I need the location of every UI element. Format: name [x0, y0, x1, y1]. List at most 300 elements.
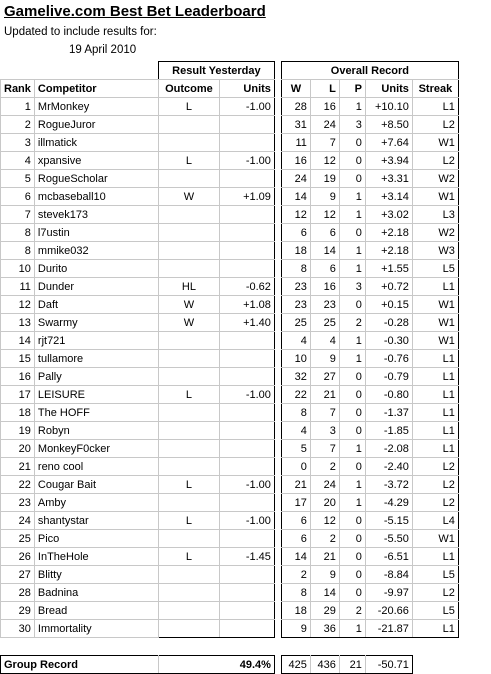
streak-cell: L1: [412, 350, 458, 368]
wins-cell: 8: [281, 260, 310, 278]
streak-cell: L1: [412, 278, 458, 296]
pushes-cell: 0: [339, 530, 365, 548]
pushes-cell: 2: [339, 602, 365, 620]
outcome-cell: W: [158, 296, 219, 314]
streak-cell: L1: [412, 440, 458, 458]
units-cell: -0.80: [365, 386, 412, 404]
streak-cell: L2: [412, 584, 458, 602]
streak-cell: W1: [412, 296, 458, 314]
wins-cell: 23: [281, 278, 310, 296]
streak-cell: W2: [412, 224, 458, 242]
competitor-cell: MonkeyF0cker: [34, 440, 158, 458]
wins-cell: 24: [281, 170, 310, 188]
competitor-cell: RogueScholar: [34, 170, 158, 188]
table-row: [1, 494, 459, 512]
units-yesterday-cell: [219, 440, 274, 458]
units-cell: -4.29: [365, 494, 412, 512]
units-yesterday-cell: [219, 494, 274, 512]
table-row: [1, 548, 459, 566]
competitor-cell: Blitty: [34, 566, 158, 584]
outcome-cell: [158, 530, 219, 548]
wins-cell: 10: [281, 350, 310, 368]
competitor-cell: LEISURE: [34, 386, 158, 404]
units-cell: +10.10: [365, 98, 412, 116]
streak-cell: L1: [412, 386, 458, 404]
rank-cell: 19: [1, 422, 35, 440]
group-pushes: 21: [339, 656, 365, 674]
competitor-cell: Swarmy: [34, 314, 158, 332]
units-cell: -2.08: [365, 440, 412, 458]
competitor-cell: Robyn: [34, 422, 158, 440]
outcome-cell: [158, 584, 219, 602]
pushes-cell: 0: [339, 170, 365, 188]
pushes-cell: 1: [339, 206, 365, 224]
wins-cell: 18: [281, 602, 310, 620]
overall-record-header: Overall Record: [281, 62, 458, 80]
col-streak: Streak: [412, 80, 458, 98]
rank-cell: 20: [1, 440, 35, 458]
rank-cell: 13: [1, 314, 35, 332]
group-losses: 436: [310, 656, 339, 674]
units-yesterday-cell: [219, 530, 274, 548]
units-cell: +7.64: [365, 134, 412, 152]
units-cell: +3.02: [365, 206, 412, 224]
units-yesterday-cell: [219, 332, 274, 350]
wins-cell: 16: [281, 152, 310, 170]
table-row: [1, 350, 459, 368]
table-row: [1, 260, 459, 278]
pushes-cell: 0: [339, 296, 365, 314]
competitor-cell: stevek173: [34, 206, 158, 224]
wins-cell: 23: [281, 296, 310, 314]
table-row: [1, 476, 459, 494]
competitor-cell: l7ustin: [34, 224, 158, 242]
units-yesterday-cell: -1.00: [219, 98, 274, 116]
units-cell: -0.76: [365, 350, 412, 368]
outcome-cell: [158, 134, 219, 152]
units-yesterday-cell: [219, 260, 274, 278]
rank-cell: 8: [1, 224, 35, 242]
competitor-cell: reno cool: [34, 458, 158, 476]
rank-cell: 1: [1, 98, 35, 116]
table-row: [1, 188, 459, 206]
losses-cell: 9: [310, 188, 339, 206]
competitor-cell: Badnina: [34, 584, 158, 602]
competitor-cell: The HOFF: [34, 404, 158, 422]
pushes-cell: 0: [339, 512, 365, 530]
losses-cell: 36: [310, 620, 339, 638]
outcome-cell: [158, 242, 219, 260]
outcome-cell: [158, 332, 219, 350]
rank-cell: 26: [1, 548, 35, 566]
rank-cell: 11: [1, 278, 35, 296]
table-row: [1, 566, 459, 584]
pushes-cell: 1: [339, 332, 365, 350]
streak-cell: W1: [412, 314, 458, 332]
leaderboard-table: [0, 61, 459, 674]
col-losses: L: [310, 80, 339, 98]
rank-cell: 2: [1, 116, 35, 134]
rank-cell: 30: [1, 620, 35, 638]
pushes-cell: 0: [339, 458, 365, 476]
units-yesterday-cell: [219, 368, 274, 386]
competitor-cell: Amby: [34, 494, 158, 512]
col-outcome: Outcome: [158, 80, 219, 98]
table-row: [1, 134, 459, 152]
table-row: [1, 620, 459, 638]
units-yesterday-cell: [219, 350, 274, 368]
units-cell: -5.15: [365, 512, 412, 530]
units-yesterday-cell: -0.62: [219, 278, 274, 296]
streak-cell: L5: [412, 566, 458, 584]
competitor-cell: tullamore: [34, 350, 158, 368]
streak-cell: L1: [412, 422, 458, 440]
losses-cell: 24: [310, 476, 339, 494]
rank-cell: 14: [1, 332, 35, 350]
rank-cell: 29: [1, 602, 35, 620]
competitor-cell: Durito: [34, 260, 158, 278]
column-header-row: [1, 80, 459, 98]
losses-cell: 21: [310, 548, 339, 566]
group-record-label: Group Record: [1, 656, 159, 674]
rank-cell: 4: [1, 152, 35, 170]
competitor-cell: InTheHole: [34, 548, 158, 566]
outcome-cell: L: [158, 476, 219, 494]
group-wins: 425: [281, 656, 310, 674]
pushes-cell: 0: [339, 548, 365, 566]
units-yesterday-cell: [219, 116, 274, 134]
streak-cell: L2: [412, 458, 458, 476]
units-yesterday-cell: -1.45: [219, 548, 274, 566]
spacer-row: [1, 638, 459, 656]
pushes-cell: 0: [339, 566, 365, 584]
units-yesterday-cell: [219, 422, 274, 440]
page-title: Gamelive.com Best Bet Leaderboard: [4, 3, 266, 20]
wins-cell: 11: [281, 134, 310, 152]
table-row: [1, 296, 459, 314]
pushes-cell: 1: [339, 476, 365, 494]
units-yesterday-cell: [219, 602, 274, 620]
pushes-cell: 2: [339, 314, 365, 332]
units-yesterday-cell: [219, 404, 274, 422]
units-cell: -5.50: [365, 530, 412, 548]
rank-cell: 12: [1, 296, 35, 314]
result-yesterday-header: Result Yesterday: [158, 62, 274, 80]
wins-cell: 32: [281, 368, 310, 386]
losses-cell: 21: [310, 386, 339, 404]
units-yesterday-cell: [219, 458, 274, 476]
rank-cell: 18: [1, 404, 35, 422]
pushes-cell: 1: [339, 242, 365, 260]
streak-cell: L2: [412, 494, 458, 512]
units-yesterday-cell: [219, 242, 274, 260]
units-cell: -0.30: [365, 332, 412, 350]
table-row: [1, 404, 459, 422]
wins-cell: 6: [281, 224, 310, 242]
table-row: [1, 386, 459, 404]
outcome-cell: [158, 566, 219, 584]
units-yesterday-cell: [219, 134, 274, 152]
units-cell: +0.15: [365, 296, 412, 314]
rank-cell: 15: [1, 350, 35, 368]
results-date: 19 April 2010: [69, 44, 137, 56]
losses-cell: 12: [310, 152, 339, 170]
units-cell: +1.55: [365, 260, 412, 278]
wins-cell: 14: [281, 548, 310, 566]
pushes-cell: 1: [339, 440, 365, 458]
rank-cell: 25: [1, 530, 35, 548]
streak-cell: L2: [412, 116, 458, 134]
table-row: [1, 152, 459, 170]
losses-cell: 7: [310, 440, 339, 458]
wins-cell: 22: [281, 386, 310, 404]
outcome-cell: [158, 206, 219, 224]
units-cell: +3.31: [365, 170, 412, 188]
table-row: [1, 314, 459, 332]
competitor-cell: Bread: [34, 602, 158, 620]
streak-cell: L1: [412, 404, 458, 422]
losses-cell: 16: [310, 278, 339, 296]
table-row: [1, 116, 459, 134]
rank-cell: 23: [1, 494, 35, 512]
competitor-cell: rjt721: [34, 332, 158, 350]
outcome-cell: L: [158, 512, 219, 530]
pushes-cell: 1: [339, 494, 365, 512]
table-row: [1, 458, 459, 476]
group-record-pct: 49.4%: [158, 656, 274, 674]
outcome-cell: [158, 602, 219, 620]
group-units: -50.71: [365, 656, 412, 674]
table-row: [1, 206, 459, 224]
units-cell: -0.28: [365, 314, 412, 332]
losses-cell: 14: [310, 584, 339, 602]
losses-cell: 25: [310, 314, 339, 332]
wins-cell: 31: [281, 116, 310, 134]
table-row: [1, 98, 459, 116]
losses-cell: 27: [310, 368, 339, 386]
group-header-row: [1, 62, 459, 80]
streak-cell: L1: [412, 548, 458, 566]
pushes-cell: 1: [339, 188, 365, 206]
units-yesterday-cell: +1.09: [219, 188, 274, 206]
units-cell: -1.37: [365, 404, 412, 422]
streak-cell: L5: [412, 602, 458, 620]
rank-cell: 7: [1, 206, 35, 224]
rank-cell: 22: [1, 476, 35, 494]
rank-cell: 5: [1, 170, 35, 188]
outcome-cell: W: [158, 314, 219, 332]
losses-cell: 14: [310, 242, 339, 260]
units-cell: +3.14: [365, 188, 412, 206]
losses-cell: 6: [310, 224, 339, 242]
losses-cell: 23: [310, 296, 339, 314]
col-units-yesterday: Units: [219, 80, 274, 98]
outcome-cell: [158, 494, 219, 512]
losses-cell: 9: [310, 566, 339, 584]
wins-cell: 9: [281, 620, 310, 638]
units-cell: +2.18: [365, 242, 412, 260]
units-cell: -2.40: [365, 458, 412, 476]
competitor-cell: Dunder: [34, 278, 158, 296]
wins-cell: 4: [281, 332, 310, 350]
competitor-cell: RogueJuror: [34, 116, 158, 134]
units-cell: -3.72: [365, 476, 412, 494]
units-cell: -20.66: [365, 602, 412, 620]
losses-cell: 7: [310, 404, 339, 422]
outcome-cell: [158, 458, 219, 476]
wins-cell: 8: [281, 404, 310, 422]
competitor-cell: mcbaseball10: [34, 188, 158, 206]
outcome-cell: [158, 368, 219, 386]
streak-cell: L2: [412, 476, 458, 494]
wins-cell: 4: [281, 422, 310, 440]
col-wins: W: [281, 80, 310, 98]
outcome-cell: [158, 404, 219, 422]
table-row: [1, 602, 459, 620]
table-row: [1, 170, 459, 188]
units-yesterday-cell: +1.08: [219, 296, 274, 314]
streak-cell: W3: [412, 242, 458, 260]
pushes-cell: 0: [339, 224, 365, 242]
losses-cell: 12: [310, 512, 339, 530]
competitor-cell: illmatick: [34, 134, 158, 152]
table-row: [1, 512, 459, 530]
rank-cell: 28: [1, 584, 35, 602]
wins-cell: 17: [281, 494, 310, 512]
wins-cell: 6: [281, 512, 310, 530]
streak-cell: W2: [412, 170, 458, 188]
streak-cell: L2: [412, 152, 458, 170]
table-row: [1, 584, 459, 602]
competitor-cell: Daft: [34, 296, 158, 314]
outcome-cell: [158, 422, 219, 440]
table-row: [1, 368, 459, 386]
wins-cell: 21: [281, 476, 310, 494]
units-cell: +0.72: [365, 278, 412, 296]
outcome-cell: W: [158, 188, 219, 206]
outcome-cell: L: [158, 98, 219, 116]
losses-cell: 6: [310, 260, 339, 278]
col-pushes: P: [339, 80, 365, 98]
competitor-cell: Pally: [34, 368, 158, 386]
table-row: [1, 440, 459, 458]
pushes-cell: 0: [339, 404, 365, 422]
subtitle: Updated to include results for:: [4, 26, 157, 38]
units-cell: -1.85: [365, 422, 412, 440]
wins-cell: 18: [281, 242, 310, 260]
rank-cell: 8: [1, 242, 35, 260]
losses-cell: 29: [310, 602, 339, 620]
outcome-cell: HL: [158, 278, 219, 296]
losses-cell: 7: [310, 134, 339, 152]
wins-cell: 0: [281, 458, 310, 476]
units-cell: -9.97: [365, 584, 412, 602]
losses-cell: 16: [310, 98, 339, 116]
units-yesterday-cell: -1.00: [219, 476, 274, 494]
streak-cell: L4: [412, 512, 458, 530]
units-cell: +8.50: [365, 116, 412, 134]
pushes-cell: 0: [339, 152, 365, 170]
table-row: [1, 332, 459, 350]
units-yesterday-cell: [219, 566, 274, 584]
wins-cell: 12: [281, 206, 310, 224]
units-cell: +2.18: [365, 224, 412, 242]
losses-cell: 4: [310, 332, 339, 350]
streak-cell: W1: [412, 530, 458, 548]
streak-cell: L5: [412, 260, 458, 278]
losses-cell: 2: [310, 530, 339, 548]
competitor-cell: Cougar Bait: [34, 476, 158, 494]
pushes-cell: 3: [339, 116, 365, 134]
pushes-cell: 0: [339, 584, 365, 602]
streak-cell: L1: [412, 620, 458, 638]
group-record-row: [1, 656, 459, 674]
outcome-cell: L: [158, 386, 219, 404]
col-competitor: Competitor: [34, 80, 158, 98]
col-units: Units: [365, 80, 412, 98]
units-yesterday-cell: [219, 170, 274, 188]
rank-cell: 21: [1, 458, 35, 476]
competitor-cell: Immortality: [34, 620, 158, 638]
wins-cell: 25: [281, 314, 310, 332]
rank-cell: 3: [1, 134, 35, 152]
units-yesterday-cell: [219, 206, 274, 224]
losses-cell: 12: [310, 206, 339, 224]
outcome-cell: L: [158, 548, 219, 566]
wins-cell: 14: [281, 188, 310, 206]
pushes-cell: 0: [339, 422, 365, 440]
competitor-cell: mmike032: [34, 242, 158, 260]
units-yesterday-cell: -1.00: [219, 152, 274, 170]
competitor-cell: shantystar: [34, 512, 158, 530]
units-yesterday-cell: [219, 620, 274, 638]
table-row: [1, 422, 459, 440]
units-cell: -21.87: [365, 620, 412, 638]
losses-cell: 24: [310, 116, 339, 134]
units-yesterday-cell: +1.40: [219, 314, 274, 332]
losses-cell: 9: [310, 350, 339, 368]
table-row: [1, 242, 459, 260]
rank-cell: 27: [1, 566, 35, 584]
losses-cell: 3: [310, 422, 339, 440]
wins-cell: 8: [281, 584, 310, 602]
streak-cell: L3: [412, 206, 458, 224]
outcome-cell: [158, 350, 219, 368]
pushes-cell: 1: [339, 98, 365, 116]
units-cell: -0.79: [365, 368, 412, 386]
pushes-cell: 3: [339, 278, 365, 296]
table-row: [1, 530, 459, 548]
competitor-cell: xpansive: [34, 152, 158, 170]
streak-cell: W1: [412, 332, 458, 350]
wins-cell: 2: [281, 566, 310, 584]
rank-cell: 17: [1, 386, 35, 404]
units-yesterday-cell: [219, 224, 274, 242]
losses-cell: 2: [310, 458, 339, 476]
pushes-cell: 1: [339, 260, 365, 278]
competitor-cell: MrMonkey: [34, 98, 158, 116]
units-cell: -8.84: [365, 566, 412, 584]
rank-cell: 6: [1, 188, 35, 206]
table-row: [1, 278, 459, 296]
outcome-cell: [158, 260, 219, 278]
outcome-cell: [158, 440, 219, 458]
pushes-cell: 0: [339, 134, 365, 152]
pushes-cell: 0: [339, 368, 365, 386]
wins-cell: 28: [281, 98, 310, 116]
pushes-cell: 0: [339, 386, 365, 404]
outcome-cell: [158, 224, 219, 242]
